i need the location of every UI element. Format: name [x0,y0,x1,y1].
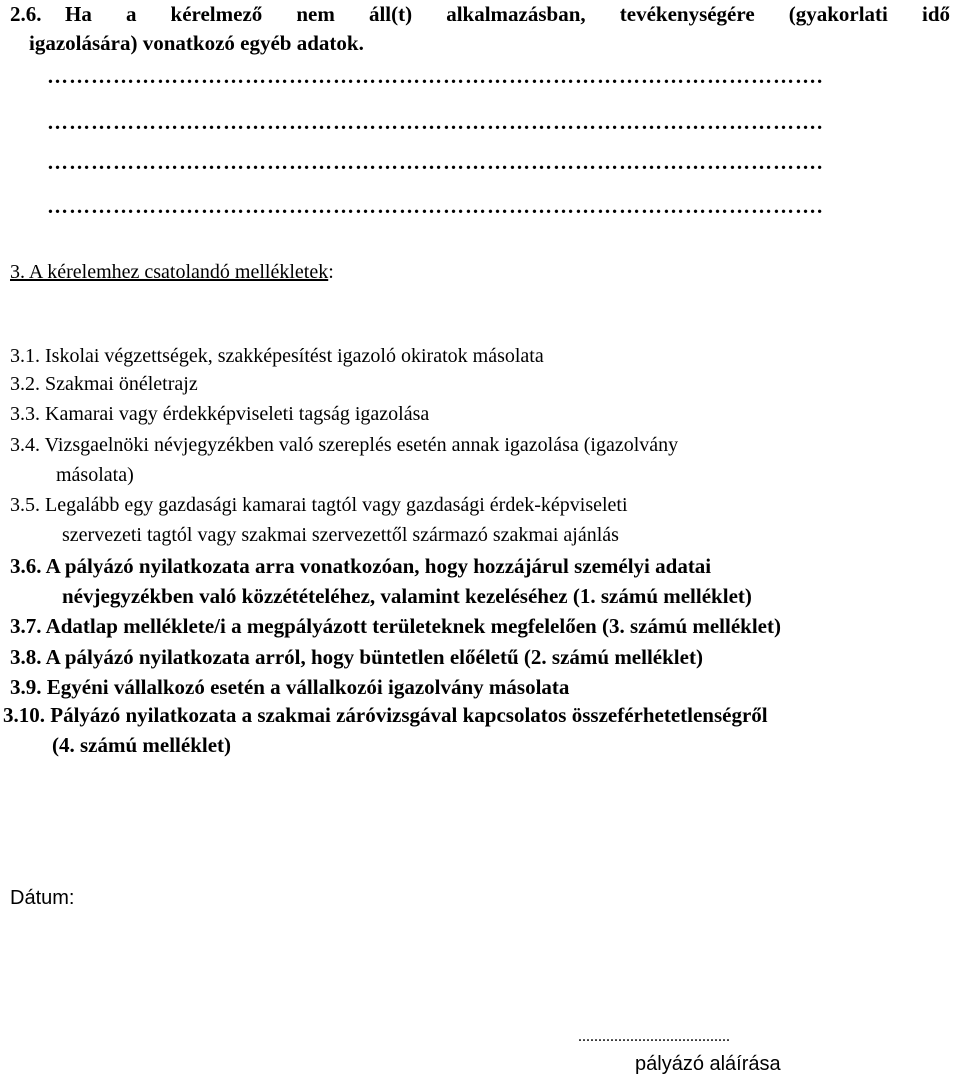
attachment-item-3-5: 3.5. Legalább egy gazdasági kamarai tagtól vagy gazdasági érdek-képviseleti [10,494,628,516]
signature-dots: ...................................... [578,1028,730,1045]
attachment-item-3-6-cont: névjegyzékben való közzétételéhez, valamint kezeléséhez (1. számú melléklet) [62,584,752,608]
dotted-line-2: ……………………………………………………………………………………………. [47,110,824,134]
attachment-item-3-1: 3.1. Iskolai végzettségek, szakképesítést igazoló okiratok másolata [10,345,544,367]
title-word: kérelmező [170,2,263,26]
section-2-6-title-line2: igazolására) vonatkozó egyéb adatok. [29,31,364,55]
title-word: idő [921,2,950,26]
section-3-heading [10,261,334,284]
attachment-item-3-3: 3.3. Kamarai vagy érdekképviseleti tagság igazolása [10,403,430,425]
title-word: tevékenységére [619,2,755,26]
section-2-6-title-line1 [65,2,950,27]
section-2-6-number: 2.6. [10,2,42,26]
dotted-line-1: ……………………………………………………………………………………………. [47,64,824,88]
attachment-item-3-5-cont: szervezeti tagtól vagy szakmai szervezettől származó szakmai ajánlás [62,524,619,546]
date-label: Dátum: [10,887,75,909]
attachment-item-3-4: 3.4. Vizsgaelnöki névjegyzékben való szereplés esetén annak igazolása (igazolvány [10,434,679,456]
attachment-item-3-10-cont: (4. számú melléklet) [52,733,232,757]
attachment-item-3-10: 3.10. Pályázó nyilatkozata a szakmai záróvizsgával kapcsolatos összeférhetetlenségről [3,703,768,727]
attachment-item-3-9: 3.9. Egyéni vállalkozó esetén a vállalkozói igazolvány másolata [10,675,570,699]
dotted-line-3: ……………………………………………………………………………………………. [47,150,824,174]
title-word: (gyakorlati [788,2,888,26]
title-word: a [125,2,137,26]
attachment-item-3-6: 3.6. A pályázó nyilatkozata arra vonatkozóan, hogy hozzájárul személyi adatai [10,554,712,578]
attachment-item-3-4-cont: másolata) [56,464,134,486]
signature-label: pályázó aláírása [635,1053,781,1075]
attachment-item-3-2: 3.2. Szakmai önéletrajz [10,373,198,395]
title-word: alkalmazásban, [446,2,586,26]
title-word: Ha [65,2,92,26]
section-3-heading-text: 3. A kérelemhez csatolandó mellékletek [10,261,329,283]
section-3-heading-colon: : [328,261,334,283]
attachment-item-3-7: 3.7. Adatlap melléklete/i a megpályázott területeknek megfelelően (3. számú melléklet) [10,614,781,638]
dotted-line-4: ……………………………………………………………………………………………. [47,194,824,218]
title-word: áll(t) [368,2,413,26]
attachment-item-3-8: 3.8. A pályázó nyilatkozata arról, hogy büntetlen előéletű (2. számú melléklet) [10,645,703,669]
title-word: nem [296,2,335,26]
